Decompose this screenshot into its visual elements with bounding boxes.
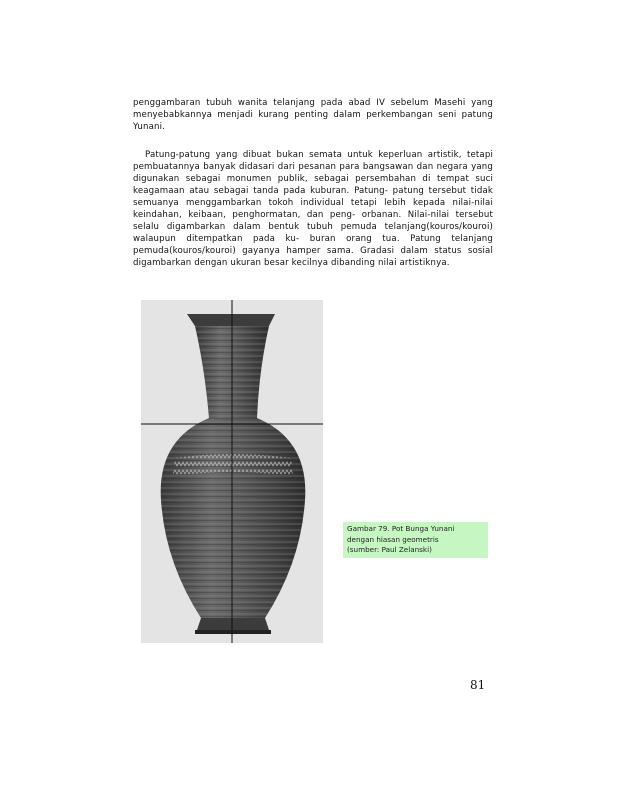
caption-line-2: dengan hiasan geometris (347, 534, 439, 544)
paragraph-1: penggambaran tubuh wanita telanjang pada abad IV sebelum Masehi yang menyebabkannya menjadi kurang penting dalam perkembangan seni patung Yunani. (133, 97, 493, 132)
caption-line-3: (sumber: Paul Zelanski) (347, 545, 432, 554)
page-number: 81 (470, 678, 486, 692)
caption-line-1: Gambar 79. Pot Bunga Yunani (347, 524, 455, 533)
geometric-amphora-vase-icon (141, 300, 323, 643)
vase-photo (141, 300, 323, 643)
figure-caption (343, 522, 488, 558)
paragraph-2: Patung-patung yang dibuat bukan semata untuk keperluan artistik, tetapi pembuatannya banyak didasari dari pesanan para bangsawan dan negara yang digunakan sebagai monumen publik, sebagai persembahan di tempat suci keagamaan atau sebagai tanda pada kuburan. Patung- patung tersebut tidak semuanya menggambarkan tokoh individual tetapi lebih kepada nilai-nilai keindahan, keibaan, penghormatan, dan peng- orbanan. Nilai-nilai tersebut selalu digambarkan dalam bentuk tubuh pemuda telanjang(kouros/kouroi) walaupun ditempatkan pada ku- buran orang tua. Patung telanjang pemuda(kouros/kouroi) gayanya hamper sama. Gradasi dalam status sosial digambarkan dengan ukuran besar kecilnya dibanding nilai artistiknya. (133, 149, 493, 268)
